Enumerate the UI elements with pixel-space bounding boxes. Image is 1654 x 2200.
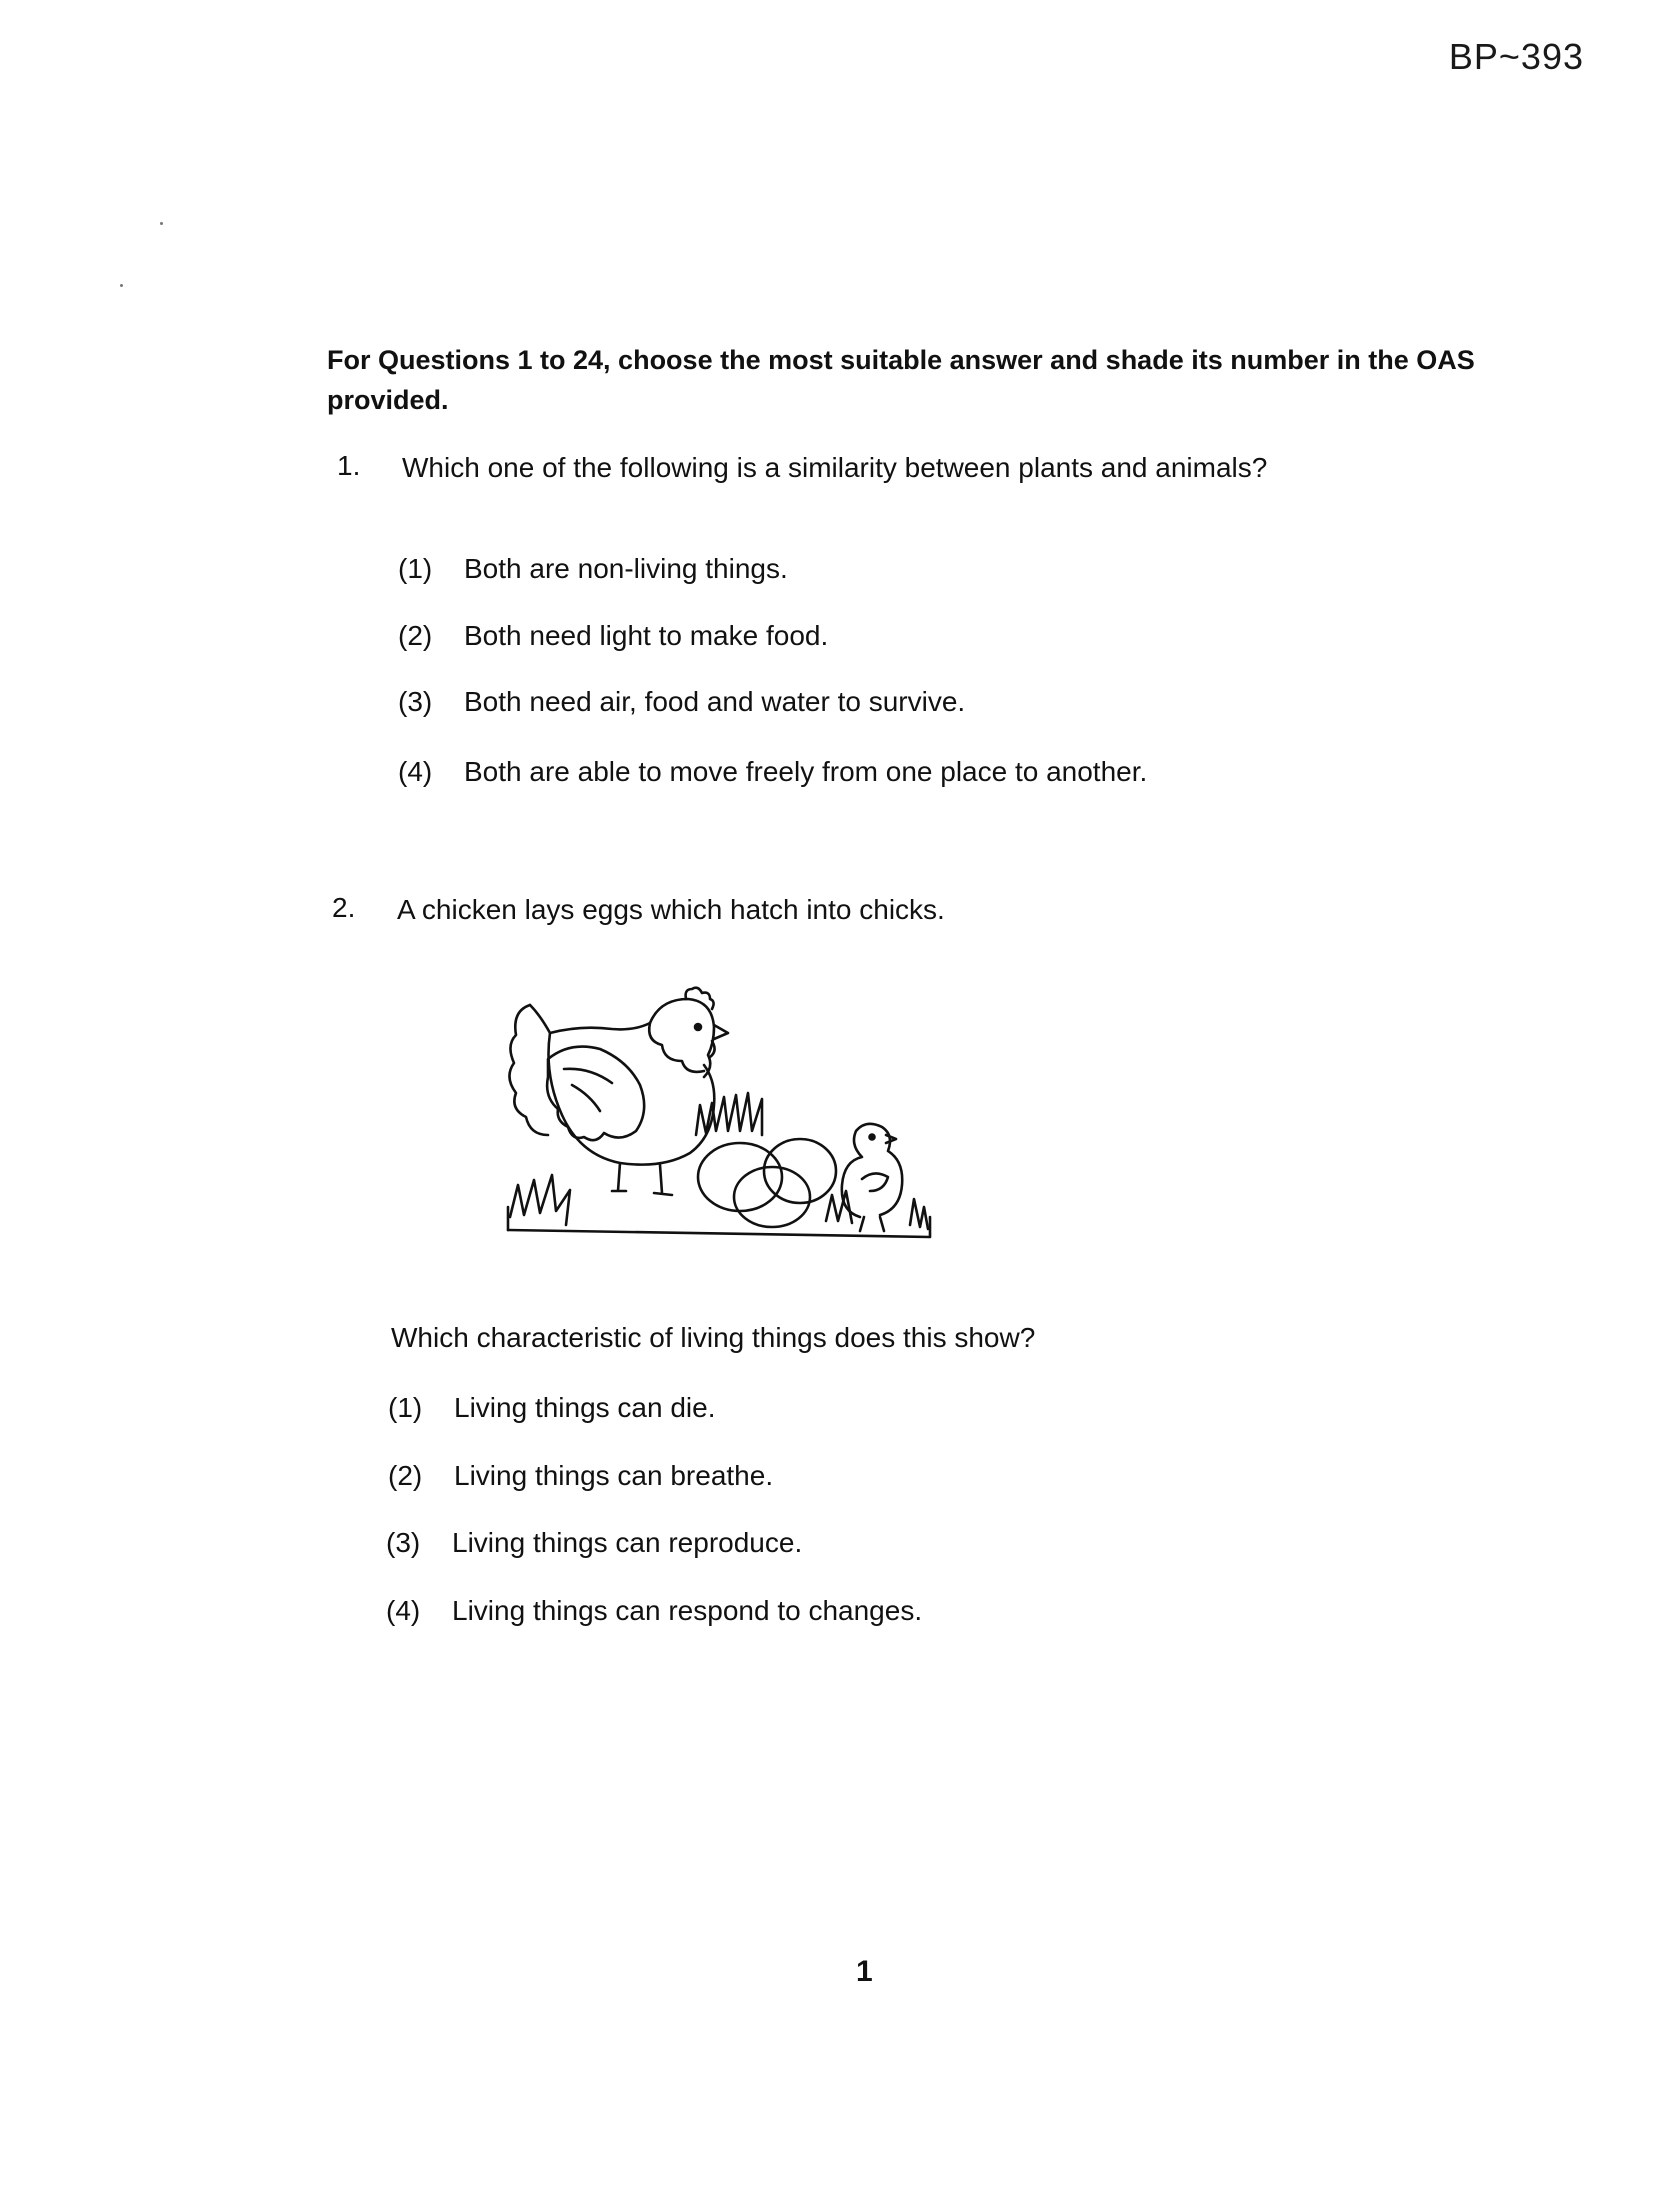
question-number: 1. <box>337 450 361 481</box>
scan-speck <box>160 222 163 225</box>
option <box>388 1460 773 1492</box>
option-text: Living things can reproduce. <box>452 1527 803 1558</box>
option-number: (4) <box>386 1595 421 1626</box>
option <box>398 686 965 718</box>
option <box>386 1595 922 1627</box>
option <box>398 553 788 585</box>
option-number: (1) <box>398 553 433 584</box>
option <box>388 1392 716 1424</box>
question-text: A chicken lays eggs which hatch into chicks. <box>397 894 945 925</box>
option-text: Living things can respond to changes. <box>452 1595 923 1626</box>
option-text: Living things can die. <box>454 1392 716 1423</box>
option <box>386 1527 802 1559</box>
option <box>398 620 828 652</box>
hen-eggs-chick-illustration-icon <box>500 985 940 1250</box>
option-number: (3) <box>386 1527 421 1558</box>
option-text: Both are non-living things. <box>464 553 788 584</box>
option-text: Living things can breathe. <box>454 1460 774 1491</box>
option-number: (4) <box>398 756 433 787</box>
option-text: Both need air, food and water to survive. <box>464 686 966 717</box>
page-number: 1 <box>856 1955 873 1988</box>
question-text: Which one of the following is a similarity between plants and animals? <box>402 452 1268 483</box>
scan-speck <box>120 284 123 287</box>
option <box>398 756 1147 788</box>
option-number: (1) <box>388 1392 423 1423</box>
document-code: BP~393 <box>1448 36 1584 77</box>
question-prompt: Which characteristic of living things does this show? <box>391 1322 1036 1353</box>
question-number: 2. <box>332 892 356 923</box>
option-text: Both need light to make food. <box>464 620 829 651</box>
option-text: Both are able to move freely from one place to another. <box>464 756 1148 787</box>
option-number: (2) <box>398 620 433 651</box>
option-number: (2) <box>388 1460 423 1491</box>
option-number: (3) <box>398 686 433 717</box>
instructions: For Questions 1 to 24, choose the most suitable answer and shade its number in the OAS provided. <box>327 345 1475 415</box>
